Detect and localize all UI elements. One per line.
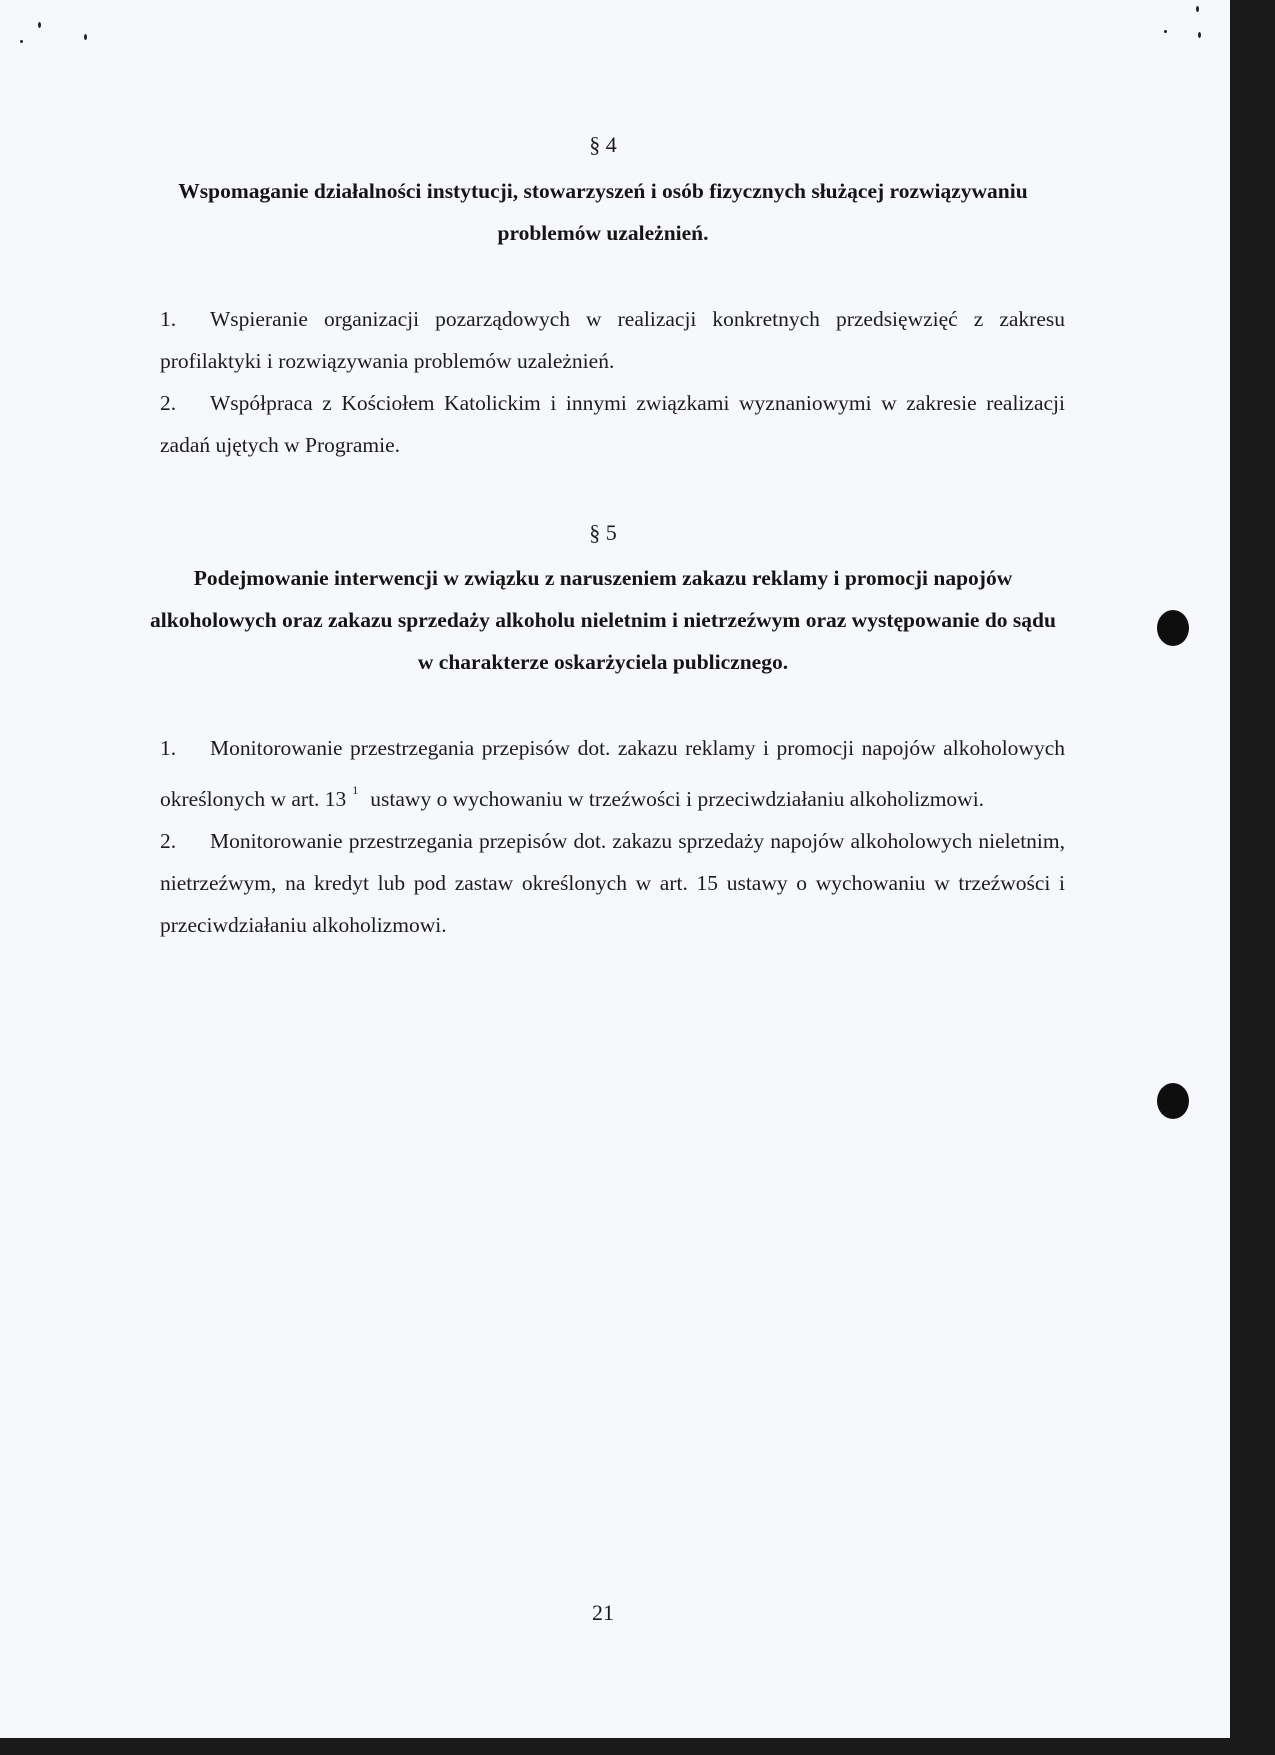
section-5-mark: § 5 xyxy=(589,520,617,545)
scan-speck xyxy=(38,22,41,28)
item-text: Monitorowanie przestrzegania przepisów dot. zakazu sprzedaży napojów alkoholowych nieletnim, nietrzeźwym, na kredyt lub pod zastaw określonych w art. 15 ustawy o wychowaniu w trzeźwości i przeciwdziałaniu alkoholizmowi. xyxy=(160,829,1065,937)
item-number: 2. xyxy=(160,829,177,853)
superscript-mark: 1 xyxy=(352,783,359,797)
item-text: Współpraca z Kościołem Katolickim i innymi związkami wyznaniowymi w zakresie realizacji zadań ujętych w Programie. xyxy=(160,391,1065,457)
page-number: 21 xyxy=(592,1600,614,1625)
scan-speck xyxy=(1198,32,1201,38)
scan-speck xyxy=(20,40,23,43)
scan-speck xyxy=(84,34,87,40)
punch-hole xyxy=(1157,1083,1189,1119)
item-text: ustawy o wychowaniu w trzeźwości i przeciwdziałaniu alkoholizmowi. xyxy=(370,787,985,811)
item-text: Monitorowanie przestrzegania przepisów dot. zakazu reklamy i promocji napojów alkoholowych określonych w art. 13 xyxy=(160,736,1065,811)
scan-speck xyxy=(1164,30,1167,33)
list-item xyxy=(160,382,1065,466)
section-5-list xyxy=(160,727,1065,946)
item-text: Wspieranie organizacji pozarządowych w realizacji konkretnych przedsięwzięć z zakresu profilaktyki i rozwiązywania problemów uzależnień. xyxy=(160,307,1065,373)
list-item xyxy=(160,727,1065,820)
list-item xyxy=(160,820,1065,946)
item-number: 1. xyxy=(160,736,177,760)
section-4-mark: § 4 xyxy=(589,132,617,157)
item-number: 2. xyxy=(160,391,177,415)
section-4-list xyxy=(160,298,1065,466)
scan-speck xyxy=(1196,6,1199,12)
list-item xyxy=(160,298,1065,382)
item-number: 1. xyxy=(160,307,177,331)
section-4-title: Wspomaganie działalności instytucji, stowarzyszeń i osób fizycznych służącej rozwiązywaniu problemów uzależnień. xyxy=(178,179,1028,245)
punch-hole xyxy=(1157,610,1189,646)
section-5-title: Podejmowanie interwencji w związku z naruszeniem zakazu reklamy i promocji napojów alkoholowych oraz zakazu sprzedaży alkoholu nieletnim i nietrzeźwym oraz występowanie do sądu w charakterze oskarżyciela publicznego. xyxy=(150,566,1056,674)
